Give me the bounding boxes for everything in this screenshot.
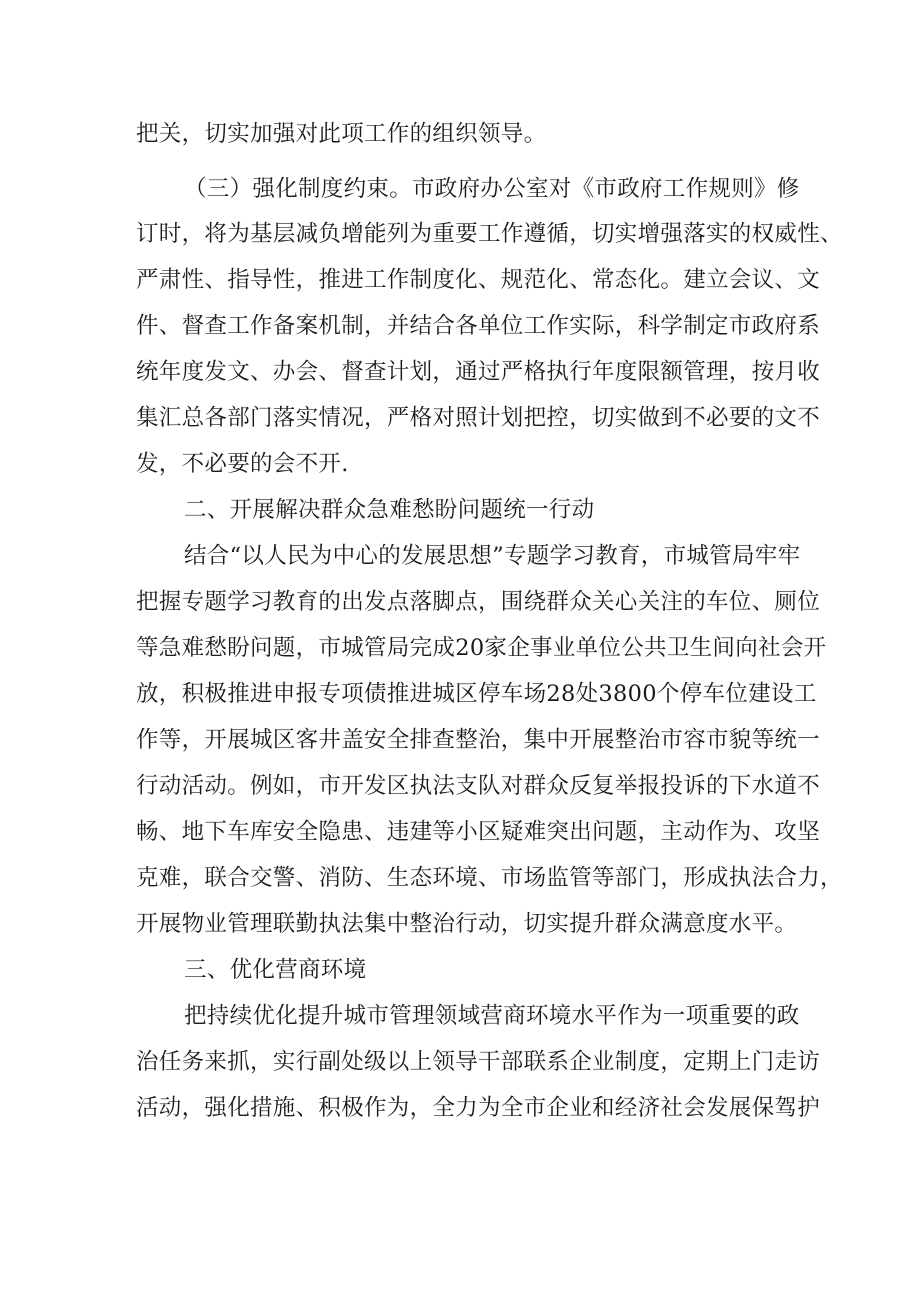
text-line: 活动，强化措施、积极作为，全力为全市企业和经济社会发展保驾护 [136,1095,821,1121]
paragraph-first-line: 结合“以人民为中心的发展思想”专题学习教育，市城管局牢牢 [184,543,801,569]
text-line: 件、督查工作备案机制，并结合各单位工作实际，科学制定市政府系 [136,313,821,339]
text-line: 等急难愁盼问题，市城管局完成20家企事业单位公共卫生间向社会开 [136,635,827,661]
section-3-heading-line: （三）强化制度约束。市政府办公室对《市政府工作规则》修 [184,176,800,202]
paragraph-first-line: 把持续优化提升城市管理领域营商环境水平作为一项重要的政 [184,1003,800,1029]
text-line: 畅、地下车库安全隐患、违建等小区疑难突出问题，主动作为、攻坚 [136,819,821,845]
section-heading-2: 二、开展解决群众急难愁盼问题统一行动 [184,497,595,523]
section-heading-3: 三、优化营商环境 [184,957,367,983]
text-line: 开展物业管理联勤执法集中整治行动，切实提升群众满意度水平。 [136,911,798,937]
text-line: 集汇总各部门落实情况，严格对照计划把控，切实做到不必要的文不 [136,405,821,431]
text-line: 行动活动。例如，市开发区执法支队对群众反复举报投诉的下水道不 [136,773,821,799]
text-line: 克难，联合交警、消防、生态环境、市场监管等部门，形成执法合力， [136,865,843,891]
text-line: 发，不必要的会不开. [136,451,349,477]
text-line: 治任务来抓，实行副处级以上领导干部联系企业制度，定期上门走访 [136,1049,821,1075]
text-line: 把关，切实加强对此项工作的组织领导。 [136,121,547,147]
text-line: 订时，将为基层减负增能列为重要工作遵循，切实增强落实的权威性、 [136,221,843,247]
text-line: 严肃性、指导性，推进工作制度化、规范化、常态化。建立会议、文 [136,267,821,293]
text-line: 把握专题学习教育的出发点落脚点，围绕群众关心关注的车位、厕位 [136,589,821,615]
text-line: 作等，开展城区客井盖安全排查整治，集中开展整治市容市貌等统一 [136,727,821,753]
text-line: 统年度发文、办会、督查计划，通过严格执行年度限额管理，按月收 [136,359,821,385]
text-line: 放，积极推进申报专项债推进城区停车场28处3800个停车位建设工 [136,681,817,707]
